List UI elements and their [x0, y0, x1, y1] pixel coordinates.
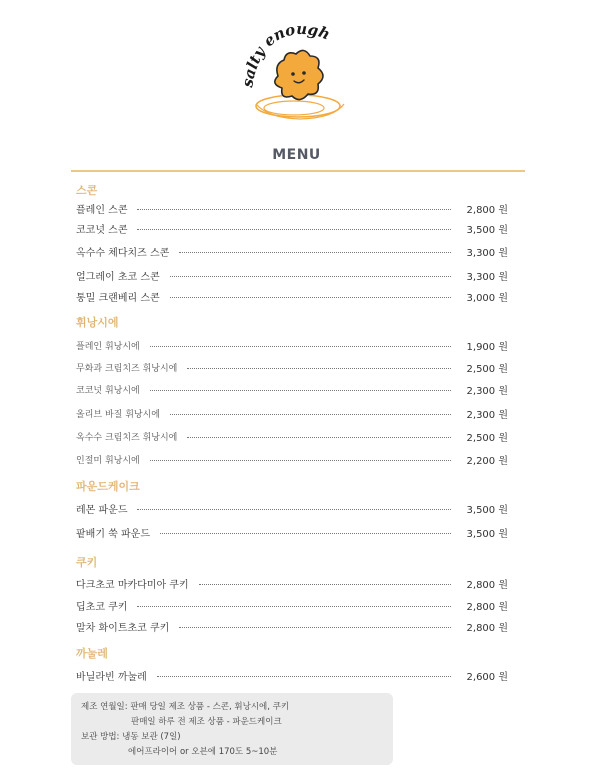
manufacture-note: 제조 연월일: 판매 당일 제조 상품 - 스콘, 휘낭시에, 쿠키 — [81, 702, 290, 712]
dotted-leader — [150, 460, 451, 461]
item-name: 옥수수 체다치즈 스콘 — [76, 247, 170, 259]
menu-item — [76, 524, 508, 540]
storage-note: 보관 방법: 냉동 보관 (7일) — [81, 732, 181, 742]
menu-item — [76, 597, 508, 613]
menu-item — [76, 667, 508, 683]
logo-text: salty enough — [238, 22, 333, 89]
item-price: 2,800 원 — [466, 204, 508, 216]
dotted-leader — [137, 229, 450, 230]
item-price: 3,300 원 — [466, 271, 508, 283]
dotted-leader — [137, 509, 450, 510]
item-price: 2,300 원 — [466, 409, 508, 421]
menu-item — [76, 243, 508, 259]
dotted-leader — [137, 606, 450, 607]
item-price: 2,600 원 — [466, 671, 508, 683]
item-name: 얼그레이 초코 스콘 — [76, 271, 160, 283]
menu-item — [76, 200, 508, 216]
item-price: 3,300 원 — [466, 247, 508, 259]
dotted-leader — [179, 252, 450, 253]
dotted-leader — [170, 297, 451, 298]
dotted-leader — [187, 437, 450, 438]
item-name: 플레인 휘낭시에 — [76, 341, 140, 352]
item-name: 옥수수 크림치즈 휘낭시에 — [76, 432, 178, 443]
dotted-leader — [157, 676, 451, 677]
item-price: 3,000 원 — [466, 292, 508, 304]
reheat-note: 에어프라이어 or 오븐에 170도 5~10분 — [128, 747, 278, 757]
item-price: 2,200 원 — [466, 455, 508, 467]
menu-item — [76, 428, 508, 444]
item-price: 2,800 원 — [466, 622, 508, 634]
item-name: 통밀 크랜베리 스콘 — [76, 292, 160, 304]
menu-item — [76, 267, 508, 283]
item-name: 딥초코 쿠키 — [76, 601, 128, 613]
menu-item — [76, 381, 508, 397]
item-name: 다크초코 마카다미아 쿠키 — [76, 579, 189, 591]
dotted-leader — [137, 209, 450, 210]
category-cookie-title: 쿠키 — [76, 556, 98, 569]
manufacture-note-2: 판매일 하루 전 제조 상품 - 파운드케이크 — [131, 717, 282, 727]
title-divider — [71, 170, 525, 172]
dotted-leader — [150, 390, 451, 391]
item-name: 무화과 크림치즈 휘낭시에 — [76, 363, 178, 374]
dotted-leader — [150, 346, 451, 347]
item-price: 1,900 원 — [466, 341, 508, 353]
dotted-leader — [187, 368, 450, 369]
menu-item — [76, 288, 508, 304]
menu-item — [76, 618, 508, 634]
item-name: 바닐라빈 까눌레 — [76, 671, 147, 683]
dotted-leader — [170, 414, 451, 415]
item-price: 2,300 원 — [466, 385, 508, 397]
category-canele-title: 까눌레 — [76, 647, 108, 660]
item-name: 레몬 파운드 — [76, 504, 128, 516]
item-name: 말차 화이트초코 쿠키 — [76, 622, 170, 634]
item-price: 3,500 원 — [466, 504, 508, 516]
menu-item — [76, 220, 508, 236]
item-name: 코코넛 휘낭시에 — [76, 385, 140, 396]
dotted-leader — [199, 584, 451, 585]
item-price: 2,500 원 — [466, 363, 508, 375]
dotted-leader — [179, 627, 450, 628]
storage-notes-box — [71, 693, 393, 765]
menu-item — [76, 500, 508, 516]
page-title: MENU — [272, 147, 321, 163]
item-price: 2,500 원 — [466, 432, 508, 444]
menu-item — [76, 575, 508, 591]
item-name: 플레인 스콘 — [76, 204, 128, 216]
dotted-leader — [170, 276, 451, 277]
category-financier-title: 휘낭시에 — [76, 316, 119, 329]
menu-item — [76, 337, 508, 353]
item-name: 코코넛 스콘 — [76, 224, 128, 236]
item-name: 인절미 휘낭시에 — [76, 455, 140, 466]
brand-logo — [238, 22, 362, 124]
category-scone-title: 스콘 — [76, 184, 98, 197]
item-price: 2,800 원 — [466, 579, 508, 591]
item-price: 2,800 원 — [466, 601, 508, 613]
menu-item — [76, 451, 508, 467]
dotted-leader — [160, 533, 451, 534]
menu-item — [76, 359, 508, 375]
category-poundcake-title: 파운드케이크 — [76, 480, 140, 493]
menu-item — [76, 405, 508, 421]
item-name: 팥배기 쑥 파운드 — [76, 528, 150, 540]
scone-mascot-icon — [238, 22, 362, 124]
item-price: 3,500 원 — [466, 528, 508, 540]
item-price: 3,500 원 — [466, 224, 508, 236]
item-name: 올리브 바질 휘낭시에 — [76, 409, 160, 420]
